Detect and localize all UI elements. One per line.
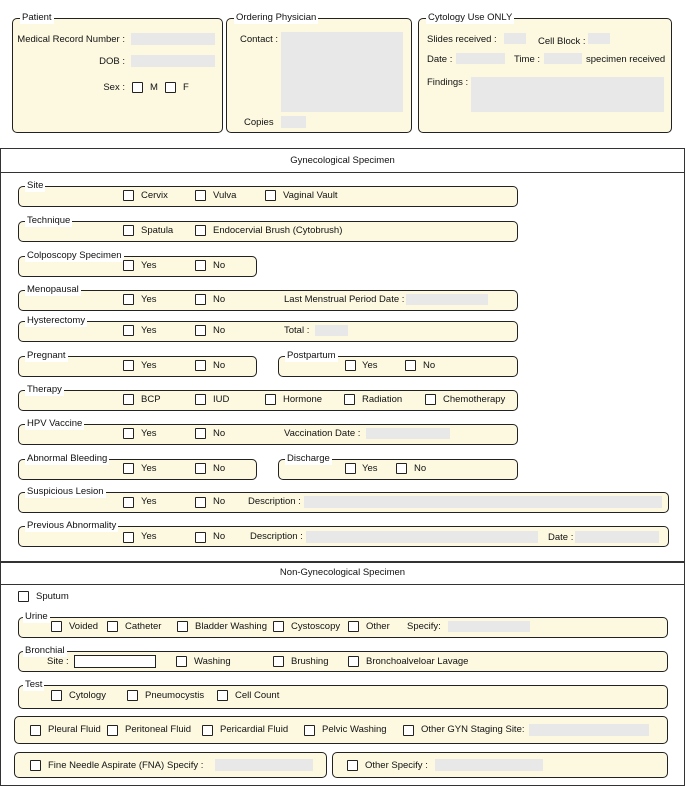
lmp-date-label: Last Menstrual Period Date : <box>284 294 405 305</box>
hysterectomy-group <box>18 315 518 342</box>
site-cervix-checkbox[interactable] <box>123 190 134 201</box>
bronchial-lavage-checkbox[interactable] <box>348 656 359 667</box>
colposcopy-no-checkbox[interactable] <box>195 260 206 271</box>
test-cytology-checkbox[interactable] <box>51 690 62 701</box>
colposcopy-group <box>18 250 257 277</box>
urine-bladder-washing-label: Bladder Washing <box>195 621 267 632</box>
previous-no-label: No <box>213 531 226 542</box>
bronchial-group <box>18 645 668 672</box>
patient-legend: Patient <box>22 12 52 23</box>
menopausal-no-label: No <box>213 294 226 305</box>
slides-received-label: Slides received : <box>427 34 497 45</box>
hysterectomy-legend: Hysterectomy <box>27 315 86 326</box>
menopausal-group <box>18 284 518 311</box>
hysterectomy-yes-checkbox[interactable] <box>123 325 134 336</box>
sputum-checkbox[interactable] <box>18 591 29 602</box>
patient-panel <box>12 12 223 133</box>
discharge-legend: Discharge <box>287 453 330 464</box>
total-field[interactable] <box>315 325 348 336</box>
cell-block-field[interactable] <box>588 33 610 44</box>
total-label: Total : <box>284 325 310 336</box>
site-vaginal-vault-checkbox[interactable] <box>265 190 276 201</box>
site-vulva-checkbox[interactable] <box>195 190 206 201</box>
previous-abnormality-group <box>18 520 669 547</box>
postpartum-group <box>278 350 518 377</box>
technique-spatula-label: Spatula <box>141 225 174 236</box>
peritoneal-fluid-label: Peritoneal Fluid <box>125 724 192 735</box>
pelvic-washing-checkbox[interactable] <box>304 725 315 736</box>
hpv-yes-checkbox[interactable] <box>123 428 134 439</box>
dob-label: DOB : <box>99 56 125 67</box>
bronchial-washing-label: Washing <box>194 656 231 667</box>
dob-field[interactable] <box>131 55 215 67</box>
lesion-description-field[interactable] <box>304 496 662 508</box>
postpartum-legend: Postpartum <box>287 350 336 361</box>
mrn-label: Medical Record Number : <box>17 34 125 45</box>
lesion-legend: Suspicious Lesion <box>27 486 104 497</box>
technique-group <box>18 215 518 242</box>
previous-yes-checkbox[interactable] <box>123 532 134 543</box>
hpv-no-label: No <box>213 428 226 439</box>
pregnant-yes-checkbox[interactable] <box>123 360 134 371</box>
urine-legend: Urine <box>25 611 48 622</box>
pregnant-yes-label: Yes <box>141 360 157 371</box>
nongyn-section-title: Non-Gynecological Specimen <box>279 567 406 578</box>
pregnant-no-checkbox[interactable] <box>195 360 206 371</box>
postpartum-no-label: No <box>423 360 436 371</box>
therapy-bcp-label: BCP <box>141 394 161 405</box>
menopausal-no-checkbox[interactable] <box>195 294 206 305</box>
menopausal-legend: Menopausal <box>27 284 79 295</box>
test-cytology-label: Cytology <box>69 690 106 701</box>
bronchial-lavage-label: Bronchoalveloar Lavage <box>366 656 469 667</box>
bleeding-no-checkbox[interactable] <box>195 463 206 474</box>
therapy-bcp-checkbox[interactable] <box>123 394 134 405</box>
fna-checkbox[interactable] <box>30 760 41 771</box>
time-label: Time : <box>514 54 541 65</box>
previous-abnormality-legend: Previous Abnormality <box>27 520 117 531</box>
technique-legend: Technique <box>27 215 71 226</box>
findings-field[interactable] <box>471 77 664 112</box>
contact-field[interactable] <box>281 32 403 112</box>
therapy-hormone-checkbox[interactable] <box>265 394 276 405</box>
therapy-iud-checkbox[interactable] <box>195 394 206 405</box>
cytology-date-field[interactable] <box>456 53 505 64</box>
lesion-yes-label: Yes <box>141 496 157 507</box>
test-cell-count-label: Cell Count <box>235 690 280 701</box>
previous-description-field[interactable] <box>306 531 538 543</box>
lesion-no-checkbox[interactable] <box>195 497 206 508</box>
technique-spatula-checkbox[interactable] <box>123 225 134 236</box>
other-specify-field[interactable] <box>435 759 543 771</box>
colposcopy-no-label: No <box>213 260 226 271</box>
other-gyn-staging-label: Other GYN Staging Site: <box>421 724 525 735</box>
lesion-yes-checkbox[interactable] <box>123 497 134 508</box>
technique-cytobrush-label: Endocervial Brush (Cytobrush) <box>213 225 343 236</box>
bronchial-washing-checkbox[interactable] <box>176 656 187 667</box>
other-specify-label: Other Specify : <box>365 760 428 771</box>
urine-voided-checkbox[interactable] <box>51 621 62 632</box>
discharge-yes-checkbox[interactable] <box>345 463 356 474</box>
other-gyn-staging-field[interactable] <box>529 724 649 736</box>
site-vulva-label: Vulva <box>213 190 237 201</box>
urine-cystoscopy-checkbox[interactable] <box>273 621 284 632</box>
gyn-section-title: Gynecological Specimen <box>290 155 395 166</box>
urine-catheter-label: Catheter <box>125 621 162 632</box>
urine-specify-field[interactable] <box>448 621 530 632</box>
fna-group <box>14 752 327 778</box>
discharge-group <box>278 453 518 480</box>
urine-specify-label: Specify: <box>407 621 441 632</box>
bleeding-no-label: No <box>213 463 226 474</box>
pelvic-washing-label: Pelvic Washing <box>322 724 387 735</box>
bleeding-yes-label: Yes <box>141 463 157 474</box>
cytology-legend: Cytology Use ONLY <box>428 12 513 23</box>
postpartum-no-checkbox[interactable] <box>405 360 416 371</box>
pericardial-fluid-label: Pericardial Fluid <box>220 724 289 735</box>
postpartum-yes-label: Yes <box>362 360 378 371</box>
lesion-group <box>18 486 669 513</box>
bronchial-site-field[interactable] <box>74 655 156 668</box>
peritoneal-fluid-checkbox[interactable] <box>107 725 118 736</box>
colposcopy-yes-checkbox[interactable] <box>123 260 134 271</box>
cell-block-label: Cell Block : <box>538 36 586 47</box>
date-label: Date : <box>427 54 453 65</box>
sex-m-checkbox[interactable] <box>132 82 143 93</box>
site-legend: Site <box>27 180 44 191</box>
sputum-label: Sputum <box>36 591 69 602</box>
pericardial-fluid-checkbox[interactable] <box>202 725 213 736</box>
urine-cystoscopy-label: Cystoscopy <box>291 621 341 632</box>
test-group <box>18 679 668 709</box>
bronchial-brushing-checkbox[interactable] <box>273 656 284 667</box>
therapy-group <box>18 384 518 411</box>
vaccination-date-field[interactable] <box>366 428 450 439</box>
hysterectomy-yes-label: Yes <box>141 325 157 336</box>
lmp-date-field[interactable] <box>406 294 488 305</box>
cytology-panel <box>418 12 672 133</box>
therapy-radiation-label: Radiation <box>362 394 403 405</box>
hpv-group <box>18 418 518 445</box>
sex-label: Sex : <box>103 82 125 93</box>
urine-voided-label: Voided <box>69 621 99 632</box>
lesion-description-label: Description : <box>248 496 301 507</box>
postpartum-yes-checkbox[interactable] <box>345 360 356 371</box>
gyn-header-divider <box>0 172 685 173</box>
therapy-iud-label: IUD <box>213 394 230 405</box>
therapy-chemotherapy-label: Chemotherapy <box>443 394 506 405</box>
urine-other-checkbox[interactable] <box>348 621 359 632</box>
hpv-legend: HPV Vaccine <box>27 418 83 429</box>
urine-catheter-checkbox[interactable] <box>107 621 118 632</box>
urine-group <box>18 611 668 638</box>
copies-label: Copies <box>244 117 274 128</box>
technique-cytobrush-checkbox[interactable] <box>195 225 206 236</box>
previous-description-label: Description : <box>250 531 303 542</box>
urine-bladder-washing-checkbox[interactable] <box>177 621 188 632</box>
pregnant-legend: Pregnant <box>27 350 66 361</box>
sex-f-checkbox[interactable] <box>165 82 176 93</box>
previous-date-field[interactable] <box>575 531 659 543</box>
pleural-fluid-label: Pleural Fluid <box>48 724 101 735</box>
pleural-fluid-checkbox[interactable] <box>30 725 41 736</box>
urine-other-label: Other <box>366 621 390 632</box>
hysterectomy-no-label: No <box>213 325 226 336</box>
vaccination-date-label: Vaccination Date : <box>284 428 361 439</box>
previous-yes-label: Yes <box>141 531 157 542</box>
physician-panel <box>226 12 412 133</box>
test-cell-count-checkbox[interactable] <box>217 690 228 701</box>
therapy-radiation-checkbox[interactable] <box>344 394 355 405</box>
therapy-legend: Therapy <box>27 384 62 395</box>
sex-f-label: F <box>183 82 189 93</box>
bleeding-group <box>18 453 257 480</box>
test-pneumocystis-checkbox[interactable] <box>127 690 138 701</box>
bleeding-yes-checkbox[interactable] <box>123 463 134 474</box>
hpv-no-checkbox[interactable] <box>195 428 206 439</box>
colposcopy-yes-label: Yes <box>141 260 157 271</box>
nongyn-header-divider <box>0 584 685 585</box>
specimen-received-label: specimen received <box>586 54 666 65</box>
site-vaginal-vault-label: Vaginal Vault <box>283 190 338 201</box>
fluids-group <box>14 716 668 744</box>
therapy-hormone-label: Hormone <box>283 394 323 405</box>
other-specify-group <box>332 752 668 778</box>
previous-no-checkbox[interactable] <box>195 532 206 543</box>
hpv-yes-label: Yes <box>141 428 157 439</box>
slides-received-field[interactable] <box>504 33 526 44</box>
test-pneumocystis-label: Pneumocystis <box>145 690 205 701</box>
fna-specify-label: Specify : <box>167 760 204 771</box>
findings-label: Findings : <box>427 77 469 88</box>
menopausal-yes-checkbox[interactable] <box>123 294 134 305</box>
lesion-no-label: No <box>213 496 226 507</box>
contact-label: Contact : <box>240 34 279 45</box>
therapy-chemotherapy-checkbox[interactable] <box>425 394 436 405</box>
colposcopy-legend: Colposcopy Specimen <box>27 250 122 261</box>
bleeding-legend: Abnormal Bleeding <box>27 453 108 464</box>
pregnant-no-label: No <box>213 360 226 371</box>
bronchial-legend: Bronchial <box>25 645 65 656</box>
fna-label: Fine Needle Aspirate (FNA) <box>48 760 165 771</box>
other-specify-checkbox[interactable] <box>347 760 358 771</box>
discharge-yes-label: Yes <box>362 463 378 474</box>
menopausal-yes-label: Yes <box>141 294 157 305</box>
pregnant-group <box>18 350 257 377</box>
hysterectomy-no-checkbox[interactable] <box>195 325 206 336</box>
discharge-no-label: No <box>414 463 427 474</box>
bronchial-brushing-label: Brushing <box>291 656 329 667</box>
physician-legend: Ordering Physician <box>236 12 317 23</box>
site-group <box>18 180 518 207</box>
mrn-field[interactable] <box>131 33 215 45</box>
site-cervix-label: Cervix <box>141 190 168 201</box>
test-legend: Test <box>25 679 43 690</box>
cytology-time-field[interactable] <box>544 53 582 64</box>
fna-specify-field[interactable] <box>215 759 313 771</box>
other-gyn-staging-checkbox[interactable] <box>403 725 414 736</box>
copies-field[interactable] <box>281 116 306 128</box>
previous-date-label: Date : <box>548 532 574 543</box>
discharge-no-checkbox[interactable] <box>396 463 407 474</box>
bronchial-site-label: Site : <box>47 656 69 667</box>
sex-m-label: M <box>150 82 158 93</box>
